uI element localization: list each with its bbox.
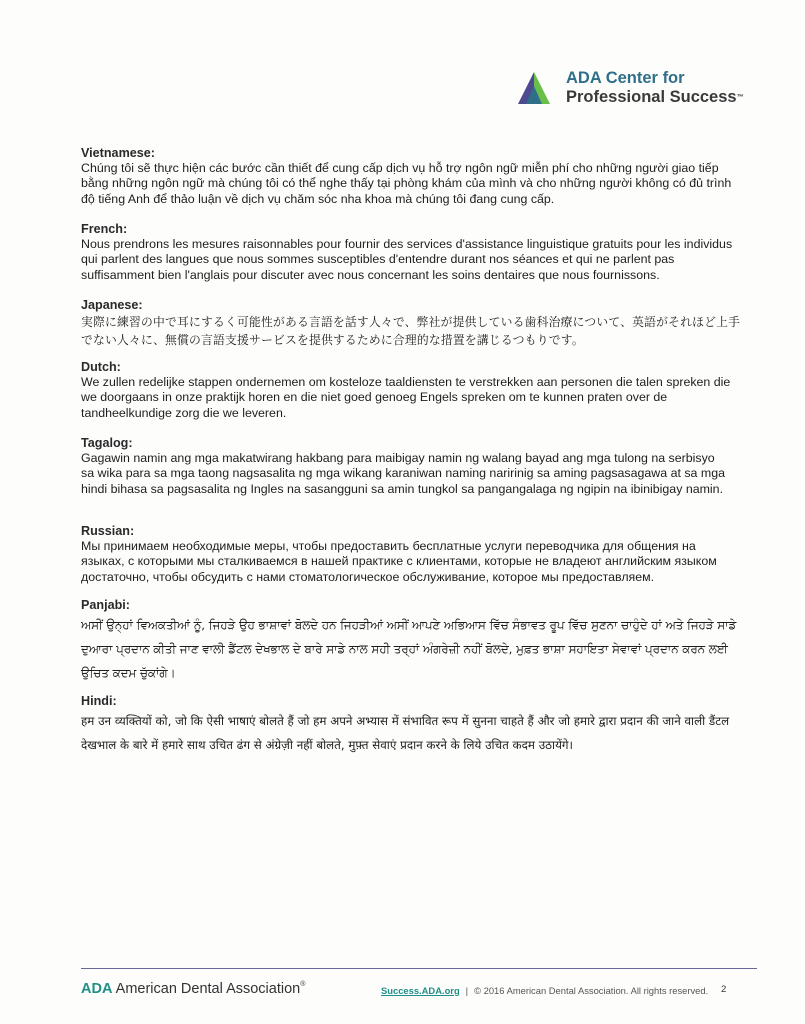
footer-registered-mark: ®	[300, 981, 306, 988]
copyright-text: © 2016 American Dental Association. All rights reserved.	[474, 985, 709, 996]
section-russian	[81, 524, 741, 585]
section-text: Chúng tôi sẽ thực hiện các bước cần thiết để cung cấp dịch vụ hỗ trợ ngôn ngữ miễn phí cho những người giao tiếp bằng những ngôn ngữ mà chúng tôi có thể nghe thấy tại phòng khám của mình và cho những người không có đủ trình độ tiếng Anh để thảo luận về dịch vụ chăm sóc nha khoa mà chúng tôi đang cung cấp.	[81, 161, 732, 206]
section-hindi	[81, 694, 741, 757]
section-heading: Japanese:	[81, 298, 143, 312]
footer-brand-abbr: ADA	[81, 981, 113, 997]
section-tagalog	[81, 436, 731, 497]
logo-wordmark	[566, 69, 744, 107]
section-japanese	[81, 298, 741, 349]
success-ada-link[interactable]: Success.ADA.org	[381, 985, 460, 996]
section-heading: Panjabi:	[81, 598, 130, 612]
section-text: हम उन व्यक्तियों को, जो कि ऐसी भाषाएं बोलते हैं जो हम अपने अभ्यास में संभावित रूप में सुनना चाहते हैं और जो हमारे द्वारा प्रदान की जाने वाली डैंटल देखभाल के बारे में हमारे साथ उचित ढंग से अंग्रेज़ी नहीं बोलते, मुफ़्त सेवाएं प्रदान करने के लिये उचित कदम उठायेंगे।	[81, 714, 730, 752]
ada-cps-logo	[514, 68, 744, 108]
section-panjabi	[81, 598, 741, 685]
section-text: Nous prendrons les mesures raisonnables pour fournir des services d'assistance linguistique gratuits pour les individus qui parlent des langues que nous sommes susceptibles d'entendre durant nos séances et qui ne parlent pas suffisamment bien l'anglais pour discuter avec nous concernant les soins dentaires que nous fournissons.	[81, 237, 733, 282]
section-heading: Tagalog:	[81, 436, 133, 450]
section-text: Мы принимаем необходимые меры, чтобы предоставить бесплатные услуги переводчика для общения на языках, с которыми мы сталкиваемся в нашей практике с клиентами, которые не владеют английским языком достаточно, чтобы обсудить с нами стоматологическое обслуживание, которое мы предоставляем.	[81, 539, 717, 584]
section-text: 実際に練習の中で耳にするく可能性がある言語を話す人々で、弊社が提供している歯科治療について、英語がそれほど上手でない人々に、無償の言語支援サービスを提供するために合理的な措置を講じるつもりです。	[81, 315, 741, 347]
logo-line-2: Professional Success	[566, 88, 737, 106]
section-heading: Hindi:	[81, 694, 117, 708]
logo-line-1: ADA Center for	[566, 69, 685, 87]
footer-divider	[81, 968, 757, 969]
section-heading: Dutch:	[81, 360, 121, 374]
logo-trademark: ™	[736, 94, 744, 101]
footer-info	[381, 985, 708, 996]
ada-footer-logo	[81, 981, 305, 997]
section-heading: French:	[81, 222, 128, 236]
section-french	[81, 222, 741, 283]
section-text: ਅਸੀਂ ਉਨ੍ਹਾਂ ਵਿਅਕਤੀਆਂ ਨੂੰ, ਜਿਹੜੇ ਉਹ ਭਾਸ਼ਾਵਾਂ ਬੋਲਦੇ ਹਨ ਜਿਹੜੀਆਂ ਅਸੀਂ ਆਪਣੇ ਅਭਿਆਸ ਵਿੱਚ ਸੰਭਾਵਤ ਰੂਪ ਵਿੱਚ ਸੁਣਨਾ ਚਾਹੁੰਦੇ ਹਾਂ ਅਤੇ ਜਿਹੜੇ ਸਾਡੇ ਦੁਆਰਾ ਪ੍ਰਦਾਨ ਕੀਤੀ ਜਾਣ ਵਾਲੀ ਡੈਂਟਲ ਦੇਖਭਾਲ ਦੇ ਬਾਰੇ ਸਾਡੇ ਨਾਲ ਸਹੀ ਤਰ੍ਹਾਂ ਅੰਗਰੇਜ਼ੀ ਨਹੀਂ ਬੋਲਦੇ, ਮੁਫ਼ਤ ਭਾਸ਼ਾ ਸਹਾਇਤਾ ਸੇਵਾਵਾਂ ਪ੍ਰਦਾਨ ਕਰਨ ਲਈ ਉਚਿਤ ਕਦਮ ਚੁੱਕਾਂਗੇ।	[81, 618, 737, 680]
ada-triangle-logo-icon	[514, 68, 554, 108]
section-heading: Vietnamese:	[81, 146, 155, 160]
page-footer	[81, 981, 741, 1001]
section-heading: Russian:	[81, 524, 135, 538]
section-vietnamese	[81, 146, 741, 207]
footer-brand-name: American Dental Association	[115, 981, 301, 997]
section-dutch	[81, 360, 731, 421]
section-text: We zullen redelijke stappen ondernemen om kosteloze taaldiensten te verstrekken aan personen die talen spreken die we doorgaans in onze praktijk horen en die niet goed genoeg Engels spreken om te kunnen praten over de tandheelkundige zorg die we leveren.	[81, 375, 731, 420]
footer-separator: |	[465, 985, 469, 996]
section-text: Gagawin namin ang mga makatwirang hakbang para maibigay namin ng walang bayad ang mga tulong na serbisyo sa wika para sa mga taong nagsasalita ng mga wikang karaniwan naming naririnig sa aming pagsasagawa at sa mga hindi bihasa sa pagsasalita ng Ingles na sasangguni sa amin tungkol sa pangangalaga ng ngipin na ibinibigay namin.	[81, 451, 725, 496]
page-number: 2	[721, 984, 727, 995]
